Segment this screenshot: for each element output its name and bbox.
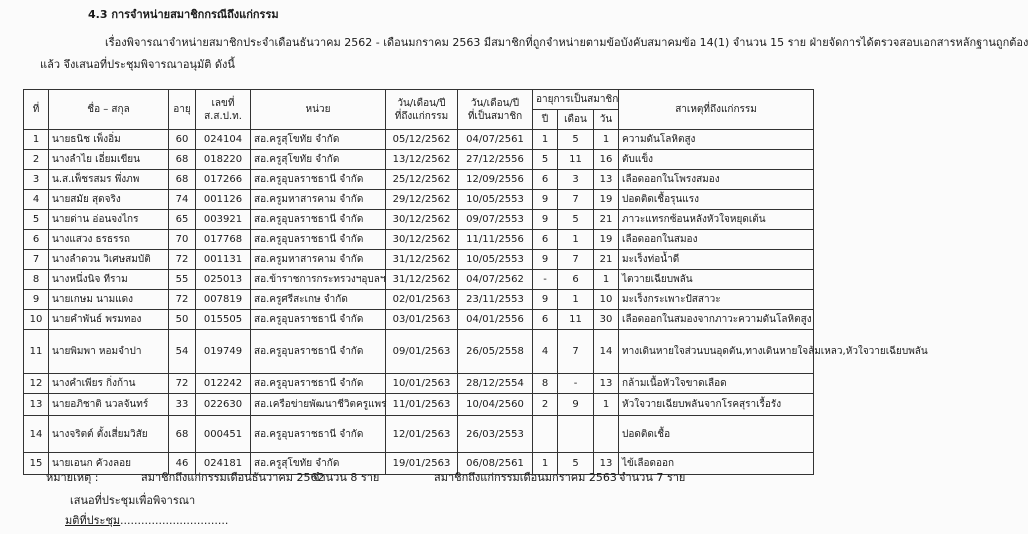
row-unit: สอ.ครูอุบลราชธานี จำกัด [251,230,386,250]
section-heading: 4.3 การจำหน่ายสมาชิกกรณีถึงแก่กรรม [88,8,279,21]
row-name: นายเกษม นามแดง [49,290,169,310]
row-name: น.ส.เพ็ชรสมร พึ่งภพ [49,170,169,190]
col-header-join-date-line-1: วัน/เดือน/ปี [470,97,520,109]
row-cause: มะเร็งกระเพาะปัสสาวะ [619,290,814,310]
col-header-member-id [196,90,251,130]
row-tenure-months: - [558,374,594,394]
row-tenure-years: 9 [533,190,558,210]
row-cause: ปอดติดเชื้อรุนแรง [619,190,814,210]
row-tenure-years: 6 [533,310,558,330]
row-tenure-years: 9 [533,250,558,270]
row-member-id: 017266 [196,170,251,190]
col-header-member-id-line-1: เลขที่ [211,97,235,109]
row-cause: มะเร็งท่อน้ำดี [619,250,814,270]
row-tenure-years [533,416,558,453]
row-death-date: 02/01/2563 [386,290,458,310]
col-header-death-date-line-1: วัน/เดือน/ปี [397,97,446,109]
row-tenure-months [558,416,594,453]
row-tenure-months: 5 [558,453,594,475]
row-death-date: 11/01/2563 [386,394,458,416]
col-header-join-date [458,90,533,130]
row-unit: สอ.ครูสุโขทัย จำกัด [251,150,386,170]
row-member-id: 018220 [196,150,251,170]
row-join-date: 11/11/2556 [458,230,533,250]
row-member-id: 019749 [196,330,251,374]
row-cause: ความดันโลหิตสูง [619,130,814,150]
note-december-count: จำนวน 8 ราย [313,471,380,484]
meeting-resolution-label: มติที่ประชุม [65,514,121,527]
row-join-date: 23/11/2553 [458,290,533,310]
row-cause: ไข้เลือดออก [619,453,814,475]
row-member-id: 003921 [196,210,251,230]
row-no: 7 [24,250,49,270]
row-cause: ตับแข็ง [619,150,814,170]
row-name: นายสมัย สุดจริง [49,190,169,210]
row-cause: ภาวะแทรกซ้อนหลังหัวใจหยุดเต้น [619,210,814,230]
row-no: 6 [24,230,49,250]
row-name: นางแสวง ธรธรรถ [49,230,169,250]
row-tenure-years: - [533,270,558,290]
row-unit: สอ.ครูอุบลราชธานี จำกัด [251,416,386,453]
row-tenure-years: 8 [533,374,558,394]
row-tenure-months: 11 [558,150,594,170]
row-death-date: 19/01/2563 [386,453,458,475]
row-member-id: 001131 [196,250,251,270]
row-tenure-months: 1 [558,230,594,250]
row-name: นายอภิชาติ นวลจันทร์ [49,394,169,416]
table-row [24,330,814,374]
table-row [24,270,814,290]
row-unit: สอ.ครูอุบลราชธานี จำกัด [251,210,386,230]
row-age: 60 [169,130,196,150]
row-tenure-days: 14 [594,330,619,374]
row-tenure-days: 19 [594,190,619,210]
row-unit: สอ.ครูศรีสะเกษ จำกัด [251,290,386,310]
row-death-date: 30/12/2562 [386,230,458,250]
row-age: 33 [169,394,196,416]
row-join-date: 26/05/2558 [458,330,533,374]
row-no: 14 [24,416,49,453]
row-name: นายเอนก คัวงลอย [49,453,169,475]
row-member-id: 012242 [196,374,251,394]
row-tenure-days: 10 [594,290,619,310]
row-no: 2 [24,150,49,170]
table-row [24,170,814,190]
intro-paragraph-line-1: เรื่องพิจารณาจำหน่ายสมาชิกประจำเดือนธันวาคม 2562 - เดือนมกราคม 2563 มีสมาชิกที่ถูกจำหน่ายตามข้อบังคับสมาคมข้อ 14(1) จำนวน 15 ราย ฝ่ายจัดการได้ตรวจสอบเอกสารหลักฐานถูกต้อง [105,36,1028,49]
col-header-tenure: อายุการเป็นสมาชิก [533,90,619,110]
col-header-years: ปี [533,110,558,130]
row-unit: สอ.เครือข่ายพัฒนาชีวิตครูแพร่ [251,394,386,416]
row-join-date: 12/09/2556 [458,170,533,190]
table-row [24,394,814,416]
row-age: 65 [169,210,196,230]
row-age: 68 [169,416,196,453]
meeting-resolution-blank: ................................. [113,514,229,527]
row-member-id: 025013 [196,270,251,290]
row-member-id: 015505 [196,310,251,330]
present-to-meeting: เสนอที่ประชุมเพื่อพิจารณา [70,494,196,507]
row-tenure-months: 11 [558,310,594,330]
row-unit: สอ.ครูอุบลราชธานี จำกัด [251,170,386,190]
row-cause: ปอดติดเชื้อ [619,416,814,453]
col-header-member-id-line-2: ส.ส.ป.ท. [204,110,242,122]
note-label: หมายเหตุ : [46,471,99,484]
note-january-text: สมาชิกถึงแก่กรรมเดือนมกราคม 2563 [434,471,617,484]
row-death-date: 31/12/2562 [386,270,458,290]
row-member-id: 022630 [196,394,251,416]
row-age: 46 [169,453,196,475]
row-member-id: 001126 [196,190,251,210]
row-name: นายธนิช เพ็งอิ่ม [49,130,169,150]
row-tenure-days: 1 [594,270,619,290]
row-tenure-years: 1 [533,453,558,475]
row-death-date: 10/01/2563 [386,374,458,394]
row-tenure-months: 7 [558,250,594,270]
table-body [24,130,928,475]
row-join-date: 06/08/2561 [458,453,533,475]
row-tenure-years: 6 [533,170,558,190]
row-cause: เลือดออกในสมอง [619,230,814,250]
row-age: 74 [169,190,196,210]
col-header-name: ชื่อ – สกุล [49,90,169,130]
row-age: 68 [169,170,196,190]
row-tenure-days: 21 [594,210,619,230]
row-tenure-years: 9 [533,290,558,310]
col-header-days: วัน [594,110,619,130]
row-death-date: 13/12/2562 [386,150,458,170]
row-no: 8 [24,270,49,290]
row-name: นายด่าน อ่อนจงไกร [49,210,169,230]
row-member-id: 000451 [196,416,251,453]
row-tenure-days: 21 [594,250,619,270]
row-age: 50 [169,310,196,330]
row-tenure-years: 6 [533,230,558,250]
row-join-date: 04/01/2556 [458,310,533,330]
row-tenure-days: 13 [594,453,619,475]
row-no: 10 [24,310,49,330]
row-no: 12 [24,374,49,394]
row-name: นางหนึ่งนิจ ทีราม [49,270,169,290]
row-no: 5 [24,210,49,230]
col-header-cause: สาเหตุที่ถึงแก่กรรม [619,90,814,130]
table-row [24,190,814,210]
row-age: 55 [169,270,196,290]
row-tenure-days: 16 [594,150,619,170]
row-death-date: 09/01/2563 [386,330,458,374]
row-tenure-days: 13 [594,374,619,394]
row-death-date: 29/12/2562 [386,190,458,210]
table-header-row [24,90,814,110]
row-tenure-months: 5 [558,130,594,150]
row-tenure-years: 1 [533,130,558,150]
row-tenure-months: 1 [558,290,594,310]
table-row [24,230,814,250]
col-header-age: อายุ [169,90,196,130]
row-death-date: 03/01/2563 [386,310,458,330]
row-tenure-months: 7 [558,330,594,374]
row-join-date: 28/12/2554 [458,374,533,394]
col-header-death-date-line-2: ที่ถึงแก่กรรม [394,110,449,122]
col-header-no: ที่ [24,90,49,130]
row-unit: สอ.ครูอุบลราชธานี จำกัด [251,310,386,330]
row-member-id: 017768 [196,230,251,250]
row-death-date: 31/12/2562 [386,250,458,270]
table-row [24,290,814,310]
table-row [24,374,814,394]
row-tenure-days: 1 [594,130,619,150]
col-header-death-date [386,90,458,130]
row-member-id: 024104 [196,130,251,150]
row-join-date: 09/07/2553 [458,210,533,230]
table-row [24,130,814,150]
col-header-unit: หน่วย [251,90,386,130]
note-december-text: สมาชิกถึงแก่กรรมเดือนธันวาคม 2562 [141,471,325,484]
row-no: 3 [24,170,49,190]
row-member-id: 007819 [196,290,251,310]
row-no: 4 [24,190,49,210]
row-tenure-days: 13 [594,170,619,190]
row-tenure-months: 3 [558,170,594,190]
row-tenure-months: 6 [558,270,594,290]
note-january-count: จำนวน 7 ราย [619,471,686,484]
row-no: 13 [24,394,49,416]
row-tenure-years: 9 [533,210,558,230]
row-cause: หัวใจวายเฉียบพลันจากโรคสุราเรื้อรัง [619,394,814,416]
row-name: นางลำไย เอี่ยมเขียน [49,150,169,170]
intro-paragraph-line-2: แล้ว จึงเสนอที่ประชุมพิจารณาอนุมัติ ดังนี้ [40,58,235,71]
table-row [24,250,814,270]
deceased-members-table [23,89,928,475]
table-row [24,210,814,230]
row-tenure-years: 2 [533,394,558,416]
row-cause: เลือดออกในโพรงสมอง [619,170,814,190]
row-join-date: 04/07/2562 [458,270,533,290]
row-unit: สอ.ครูสุโขทัย จำกัด [251,453,386,475]
row-death-date: 12/01/2563 [386,416,458,453]
row-death-date: 05/12/2562 [386,130,458,150]
row-name: นางลำดวน วิเศษสมบัติ [49,250,169,270]
row-unit: สอ.ครูมหาสารคาม จำกัด [251,190,386,210]
row-cause: เลือดออกในสมองจากภาวะความดันโลหิตสูง [619,310,814,330]
col-header-join-date-line-2: ที่เป็นสมาชิก [467,110,523,122]
row-cause: ไตวายเฉียบพลัน [619,270,814,290]
row-death-date: 30/12/2562 [386,210,458,230]
row-name: นางคำเพียร กิ่งก้าน [49,374,169,394]
table-row [24,416,814,453]
row-tenure-months: 7 [558,190,594,210]
row-tenure-months: 5 [558,210,594,230]
row-unit: สอ.ครูอุบลราชธานี จำกัด [251,330,386,374]
row-tenure-years: 4 [533,330,558,374]
row-join-date: 04/07/2561 [458,130,533,150]
row-no: 11 [24,330,49,374]
row-name: นายพิมพา หอมจำปา [49,330,169,374]
col-header-months: เดือน [558,110,594,130]
row-tenure-days [594,416,619,453]
row-unit: สอ.ข้าราชการกระทรวงฯอุบลฯ [251,270,386,290]
row-member-id: 024181 [196,453,251,475]
row-unit: สอ.ครูอุบลราชธานี จำกัด [251,374,386,394]
row-age: 72 [169,250,196,270]
row-no: 15 [24,453,49,475]
row-age: 68 [169,150,196,170]
row-join-date: 10/05/2553 [458,250,533,270]
row-no: 1 [24,130,49,150]
row-tenure-months: 9 [558,394,594,416]
row-unit: สอ.ครูมหาสารคาม จำกัด [251,250,386,270]
row-age: 72 [169,374,196,394]
row-tenure-days: 30 [594,310,619,330]
row-cause: กล้ามเนื้อหัวใจขาดเลือด [619,374,814,394]
row-tenure-years: 5 [533,150,558,170]
row-unit: สอ.ครูสุโขทัย จำกัด [251,130,386,150]
row-age: 72 [169,290,196,310]
row-join-date: 10/05/2553 [458,190,533,210]
row-death-date: 25/12/2562 [386,170,458,190]
table-row [24,150,814,170]
row-join-date: 26/03/2553 [458,416,533,453]
table-row [24,310,814,330]
row-tenure-days: 19 [594,230,619,250]
row-cause: ทางเดินหายใจส่วนบนอุดตัน,ทางเดินหายใจล้มเหลว,หัวใจวายเฉียบพลัน [619,330,814,374]
row-join-date: 27/12/2556 [458,150,533,170]
row-no: 9 [24,290,49,310]
row-name: นางจริตต์ ตั้งเสี่ยมวิสัย [49,416,169,453]
row-age: 54 [169,330,196,374]
row-age: 70 [169,230,196,250]
row-join-date: 10/04/2560 [458,394,533,416]
row-tenure-days: 1 [594,394,619,416]
row-name: นายคำพันธ์ พรมทอง [49,310,169,330]
